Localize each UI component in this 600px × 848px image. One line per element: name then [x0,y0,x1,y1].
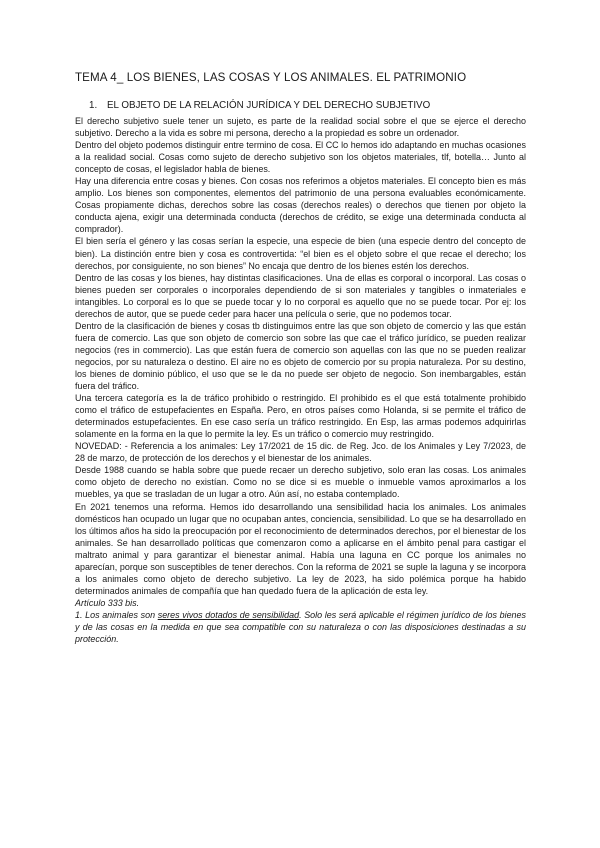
paragraph: Hay una diferencia entre cosas y bienes. Con cosas nos referimos a objetos materiales. El concepto bien es más amplio. Los bienes son componentes, elementos del patrimonio de una persona evaluables económicamente. Cosas propiamente dichas, derechos sobre las cosas (derechos reales) o derechos que tienen por objeto la conducta ajena, exigir una determinada conducta (derechos de crédito, se exige una determinada conducta al comprador). [75,176,526,235]
paragraph: Dentro de la clasificación de bienes y cosas tb distinguimos entre las que son objeto de comercio y las que están fuera de comercio. Las que son objeto de comercio son sobre las que cae el tráfico jurídico, se pueden realizar negocios (res in commercio). Las que están fuera de comercio son aquellas con las que no se pueden realizar negocios, por su naturaleza o destino. El aire no es objeto de comercio por su propia naturaleza. Por su destino, los bienes de dominio público, el uso que se le da no puede ser objeto de negocio. Son inembargables, están fuera del tráfico. [75,320,526,392]
paragraph: Una tercera categoría es la de tráfico prohibido o restringido. El prohibido es el que está totalmente prohibido como el tráfico de estupefacientes en España. Pero, en otros países como Holanda, si se permite el tráfico de determinados estupefacientes. En ese caso sería un tráfico restringido. En Esp, las armas podemos adquirirlas solamente en la forma en la que lo permite la ley. Es un tráfico o comercio muy restringido. [75,393,526,440]
section-heading [89,100,430,111]
paragraph: NOVEDAD: - Referencia a los animales: Ley 17/2021 de 15 dic. de Reg. Jco. de los Animales y Ley 7/2023, de 28 de marzo, de protección de los derechos y el bienestar de los animales. [75,441,526,464]
paragraph: En 2021 tenemos una reforma. Hemos ido desarrollando una sensibilidad hacia los animales. Los animales domésticos han ocupado un lugar que no ocupaban antes, conciencia, sensibilidad. Lo que se ha desarrollado en los últimos años ha sido la preocupación por el reconocimiento de determinados derechos, por el bienestar de los animales. Se han desarrollado políticas que comenzaron como a aplicarse en el ámbito penal para castigar el maltrato animal y para garantizar el bienestar animal. Había una laguna en CC porque los animales no aparecían, porque son susceptibles de tener derechos. Con la reforma de 2021 se suple la laguna y se incorpora a los animales como objeto de derecho subjetivo. La ley de 2023, ha sido polémica porque ha habido determinados animales de compañía que han quedado fuera de la aplicación de esta ley. [75,501,526,596]
article-rule [75,609,526,645]
paragraph: Desde 1988 cuando se habla sobre que puede recaer un derecho subjetivo, solo eran las cosas. Los animales como objeto de derecho no existían. Como no se dice si es mueble o inmueble vamos aproximarlos a los muebles, ya que se trasladan de un lugar a otro. Aún así, no estaba contemplado. [75,465,526,500]
paragraph: El derecho subjetivo suele tener un sujeto, es parte de la realidad social sobre el que se ejerce el derecho subjetivo. Derecho a la vida es sobre mi persona, derecho a la propiedad es sobre un ordenador. [75,116,526,139]
section-heading-text: EL OBJETO DE LA RELACIÓN JURÍDICA Y DEL DERECHO SUBJETIVO [107,100,431,111]
paragraph: El bien sería el género y las cosas serían la especie, una especie de bien (una especie dentro del concepto de bien). La distinción entre bien y cosa es controvertida: “el bien es el objeto sobre el que recae el derecho; los derechos, por consiguiente, no son bienes” No encaja que dentro de los bienes estén los derechos. [75,236,526,271]
article-heading: Artículo 333 bis. [75,597,140,608]
paragraph: Dentro de las cosas y los bienes, hay distintas clasificaciones. Una de ellas es corporal o incorporal. Las cosas o bienes pueden ser corporales o incorporales dependiendo de si son materiales y tangibles o inmateriales e intangibles. Lo corporal es lo que se puede tocar y lo no corporal es aquello que no se puede tocar. Por ej: los derechos de autor, que se puede ceder para hacer una película o serie, que no podemos tocar. [75,272,526,319]
section-number: 1. [89,100,98,111]
article-rule-prefix: 1. Los animales son [75,609,158,620]
paragraph: Dentro del objeto podemos distinguir entre termino de cosa. El CC lo hemos ido adaptando en muchas ocasiones a la realidad social. Cosas como sujeto de derecho subjetivo son los objetos materiales, tlf, botella… Junto al concepto de cosas, el legislador habla de bienes. [75,140,526,175]
article-rule-underlined: seres vivos dotados de sensibilidad [157,609,300,620]
article-rule-suffix: . Solo les será aplicable el régimen jurídico de los bienes y de las cosas en la medida en que sea compatible con su naturaleza o con las disposiciones destinadas a su protección. [75,609,526,645]
document-body [75,115,526,645]
document-title: TEMA 4_ LOS BIENES, LAS COSAS Y LOS ANIMALES. EL PATRIMONIO [75,71,467,84]
